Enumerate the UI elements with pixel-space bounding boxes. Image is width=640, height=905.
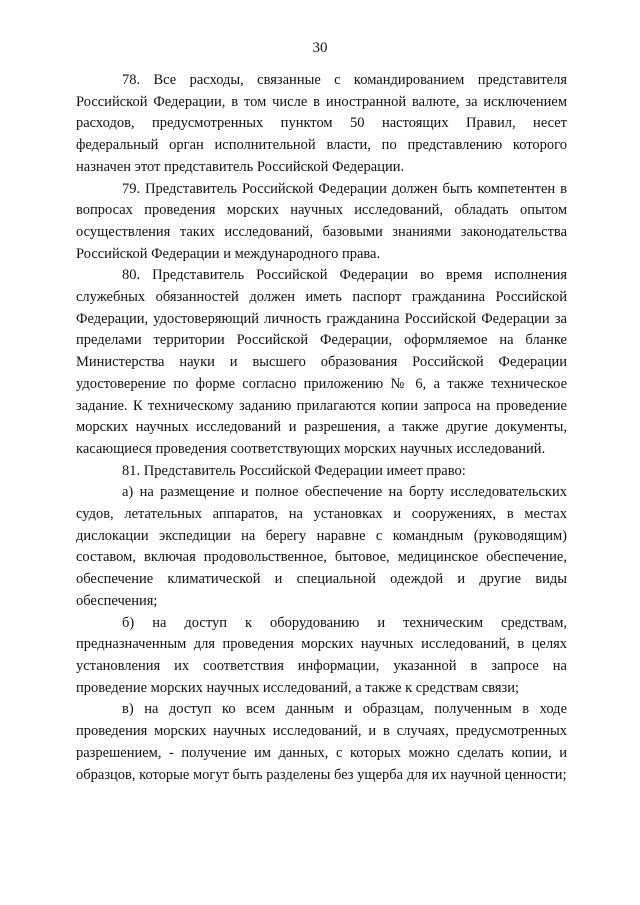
paragraph-81-v: в) на доступ ко всем данным и образцам, полученным в ходе проведения морских научных исследований, и в случаях, предусмотренных разрешением, - получение им данных, с которых можно сделать копии, и образцов, которые могут быть разделены без ущерба для их научной ценности; bbox=[76, 701, 567, 783]
paragraph-81: 81. Представитель Российской Федерации имеет право: bbox=[122, 462, 466, 479]
paragraph-80: 80. Представитель Российской Федерации во время исполнения служебных обязанностей должен иметь паспорт гражданина Российской Федерации, удостоверяющий личность гражданина Российской Федерации за пределами территории Российской Федерации, оформляемое на бланке Министерства науки и высшего образования Российской Федерации удостоверение по форме согласно приложению № 6, а также техническое задание. К техническому заданию прилагаются копии запроса на проведение морских научных исследований и разрешения, а также другие документы, касающиеся проведения соответствующих морских научных исследований. bbox=[76, 267, 567, 457]
paragraph-81-b: б) на доступ к оборудованию и техническим средствам, предназначенным для проведения морских научных исследований, в целях установления их соответствия информации, указанной в запросе на проведение морских научных исследований, а также к средствам связи; bbox=[76, 614, 567, 696]
paragraph-78: 78. Все расходы, связанные с командированием представителя Российской Федерации, в том числе в иностранной валюте, за исключением расходов, предусмотренных пунктом 50 настоящих Правил, несет федеральный орган исполнительной власти, по представлению которого назначен этот представитель Российской Федерации. bbox=[76, 72, 567, 175]
paragraph-79: 79. Представитель Российской Федерации должен быть компетентен в вопросах проведения морских научных исследований, обладать опытом осуществления таких исследований, базовыми знаниями законодательства Российской Федерации и международного права. bbox=[76, 180, 567, 262]
page-number: 30 bbox=[312, 40, 328, 56]
document-body bbox=[76, 70, 567, 786]
paragraph-81-a: а) на размещение и полное обеспечение на борту исследовательских судов, летательных аппаратов, на установках и сооружениях, в местах дислокации экспедиции на берегу наравне с командным (руководящим) составом, включая продовольственное, бытовое, медицинское обеспечение, обеспечение климатической и специальной одеждой и другие виды обеспечения; bbox=[76, 484, 567, 609]
